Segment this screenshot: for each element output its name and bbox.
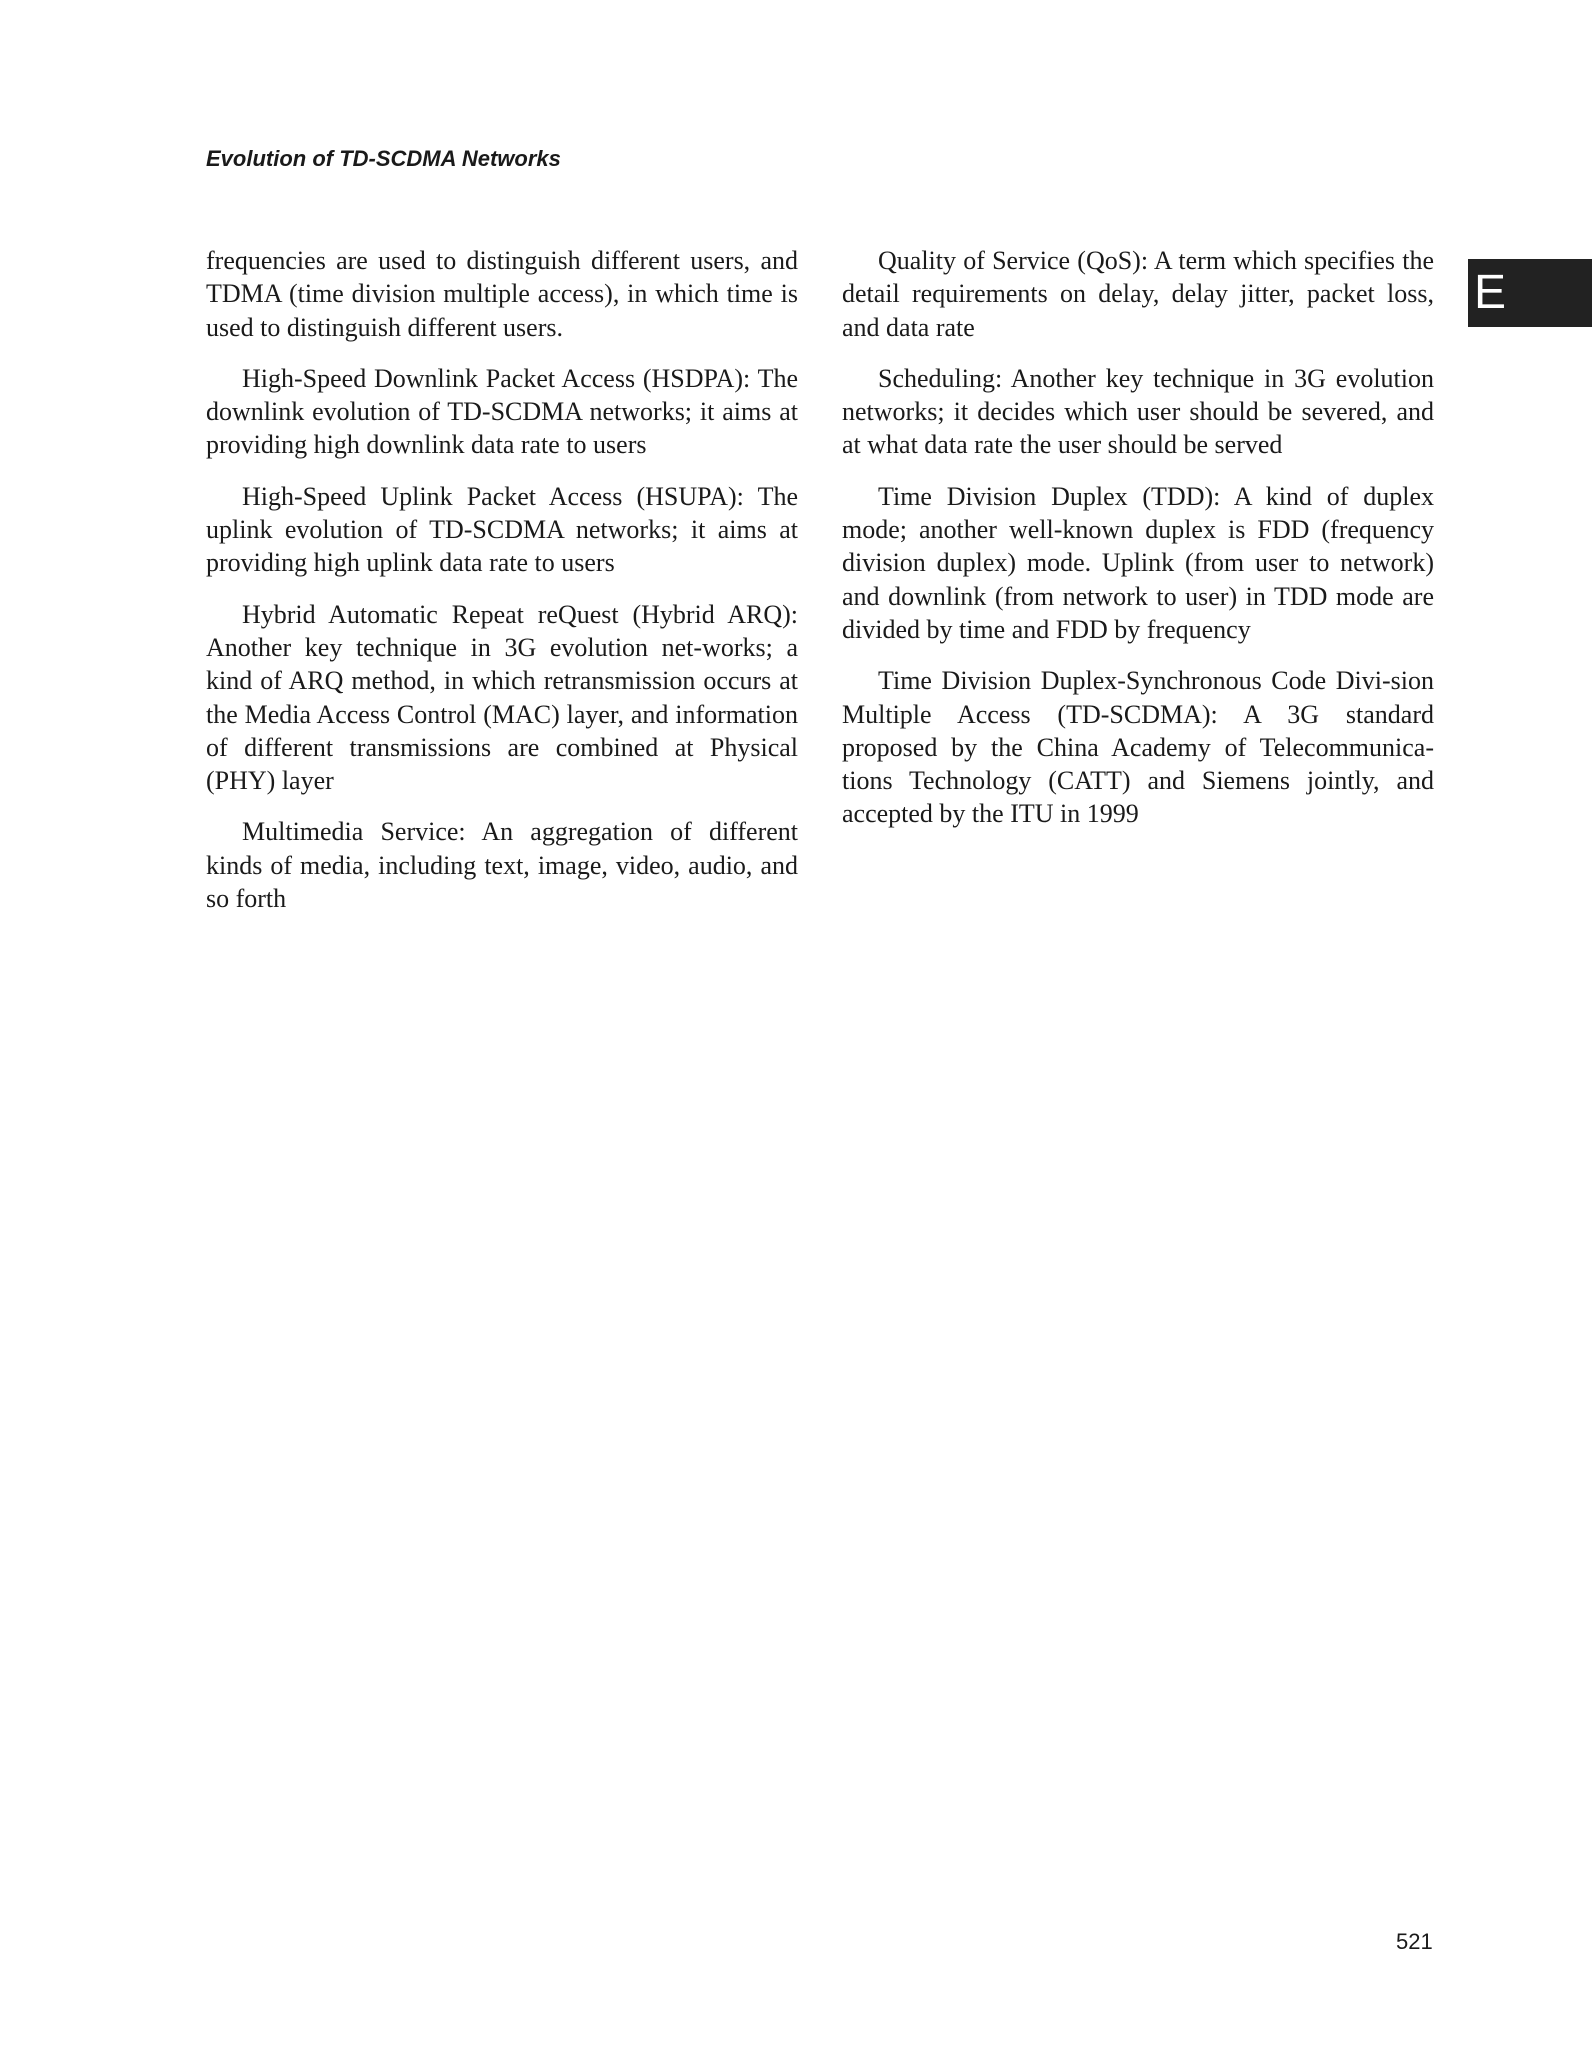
paragraph-scheduling: Scheduling: Another key technique in 3G evolution networks; it decides which user should be severed, and at what data rate the user should be served xyxy=(842,363,1434,460)
paragraph-qos: Quality of Service (QoS): A term which specifies the detail requirements on delay, delay jitter, packet loss, and data rate xyxy=(842,246,1434,342)
paragraph-tdd: Time Division Duplex (TDD): A kind of duplex mode; another well-known duplex is FDD (frequency division duplex) mode. Uplink (from user to network) and downlink (from network to user) in TDD mode are divided by time and FDD by frequency xyxy=(842,481,1434,644)
paragraph-multimedia-service: Multimedia Service: An aggregation of different kinds of media, including text, image, video, audio, and so forth xyxy=(206,817,798,914)
page-number: 521 xyxy=(1396,1929,1433,1954)
paragraph-hybrid-arq: Hybrid Automatic Repeat reQuest (Hybrid ARQ): Another key technique in 3G evolution net-works; a kind of ARQ method, in which retransmission occurs at the Media Access Control (MAC) layer, and information of different transmissions are combined at Physical (PHY) layer xyxy=(206,599,798,796)
left-column xyxy=(206,244,798,933)
section-thumb-tab: E xyxy=(1468,259,1592,327)
running-head: Evolution of TD-SCDMA Networks xyxy=(206,146,561,171)
right-column xyxy=(842,244,1434,849)
paragraph-td-scdma: Time Division Duplex-Synchronous Code Divi-sion Multiple Access (TD-SCDMA): A 3G standard proposed by the China Academy of Telecommunica-tions Technology (CATT) and Siemens jointly, and accepted by the ITU in 1999 xyxy=(842,666,1434,829)
paragraph-tdma-continuation: frequencies are used to distinguish different users, and TDMA (time division multiple access), in which time is used to distinguish different users. xyxy=(206,246,798,342)
paragraph-hsupa: High-Speed Uplink Packet Access (HSUPA): The uplink evolution of TD-SCDMA networks; it aims at providing high uplink data rate to users xyxy=(206,481,798,578)
paragraph-hsdpa: High-Speed Downlink Packet Access (HSDPA): The downlink evolution of TD-SCDMA networks; it aims at providing high downlink data rate to users xyxy=(206,363,798,460)
